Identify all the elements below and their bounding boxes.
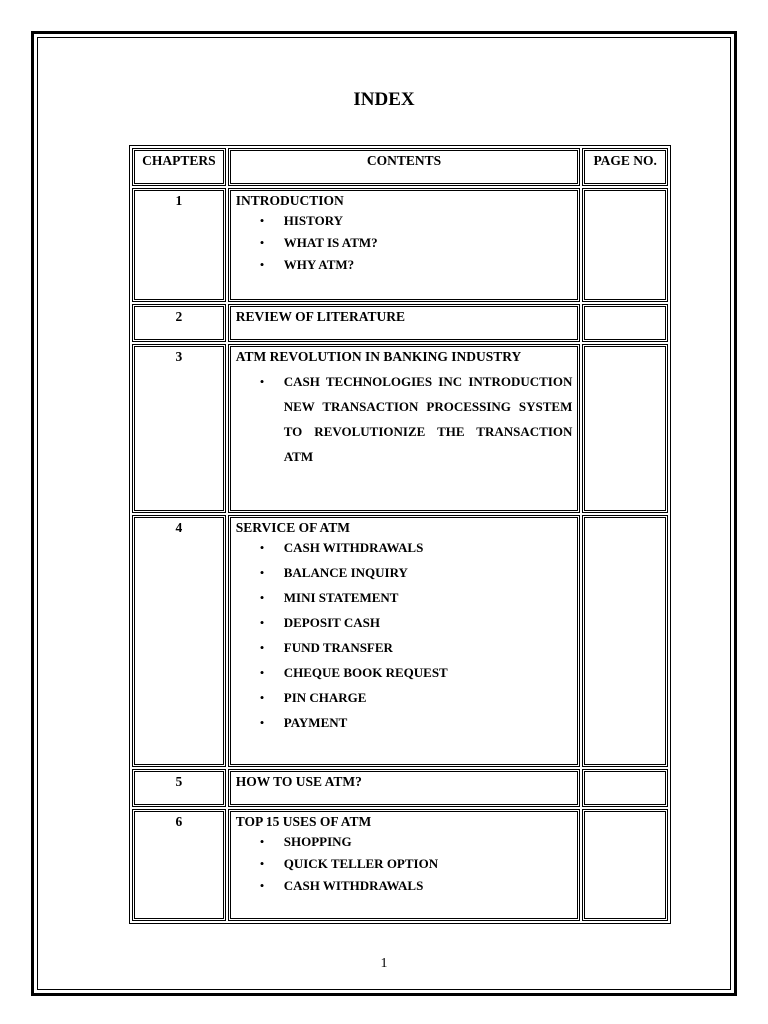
subtopic-item: • WHY ATM? [284,257,573,273]
subtopic-list [236,834,573,894]
chapter-number: 4 [132,515,226,767]
chapter-heading: HOW TO USE ATM? [235,774,362,789]
page-number-cell [582,188,668,302]
header-page-no: PAGE NO. [582,148,668,186]
page-number-cell [582,515,668,767]
table-header-row [132,148,668,186]
table-row [132,188,668,302]
table-row [132,515,668,767]
chapter-number: 6 [132,809,226,921]
subtopic-item: • HISTORY [284,213,573,229]
header-chapters: CHAPTERS [132,148,226,186]
chapter-heading: INTRODUCTION [235,193,344,208]
subtopic-item: • FUND TRANSFER [284,640,573,656]
subtopic-item: • CHEQUE BOOK REQUEST [284,665,573,681]
index-table [129,145,671,924]
table-row [132,769,668,807]
subtopic-item: • PAYMENT [284,715,573,731]
subtopic-item: • CASH WITHDRAWALS [284,878,573,894]
subtopic-list [236,540,573,731]
subtopic-item: • QUICK TELLER OPTION [284,856,573,872]
chapter-number: 3 [132,344,226,513]
chapter-heading: TOP 15 USES OF ATM [235,814,372,829]
table-row [132,809,668,921]
chapter-heading: SERVICE OF ATM [235,520,351,535]
page-number-cell [582,304,668,342]
chapter-contents [228,304,581,342]
subtopic-list [236,369,573,469]
chapter-contents [228,344,581,513]
subtopic-item: • WHAT IS ATM? [284,235,573,251]
index-table-container [129,145,671,924]
subtopic-item: • MINI STATEMENT [284,590,573,606]
page-number-cell [582,344,668,513]
chapter-number: 5 [132,769,226,807]
chapter-contents [228,809,581,921]
subtopic-item: • DEPOSIT CASH [284,615,573,631]
page-title: INDEX [353,89,415,110]
chapter-contents [228,515,581,767]
subtopic-item: • CASH WITHDRAWALS [284,540,573,556]
header-contents: CONTENTS [228,148,581,186]
subtopic-item: • CASH TECHNOLOGIES INC INTRODUCTION NEW TRANSACTION PROCESSING SYSTEM TO REVOLUTIONIZE THE TRANSACTION ATM [284,369,573,469]
subtopic-list [236,213,573,273]
page-number-cell [582,769,668,807]
chapter-contents [228,769,581,807]
table-row [132,344,668,513]
table-row [132,304,668,342]
page-number: 1 [380,956,388,971]
chapter-number: 1 [132,188,226,302]
chapter-heading: ATM REVOLUTION IN BANKING INDUSTRY [235,349,522,364]
chapter-heading: REVIEW OF LITERATURE [235,309,406,324]
chapter-contents [228,188,581,302]
subtopic-item: • PIN CHARGE [284,690,573,706]
subtopic-item: • BALANCE INQUIRY [284,565,573,581]
page-number-cell [582,809,668,921]
chapter-number: 2 [132,304,226,342]
subtopic-item: • SHOPPING [284,834,573,850]
